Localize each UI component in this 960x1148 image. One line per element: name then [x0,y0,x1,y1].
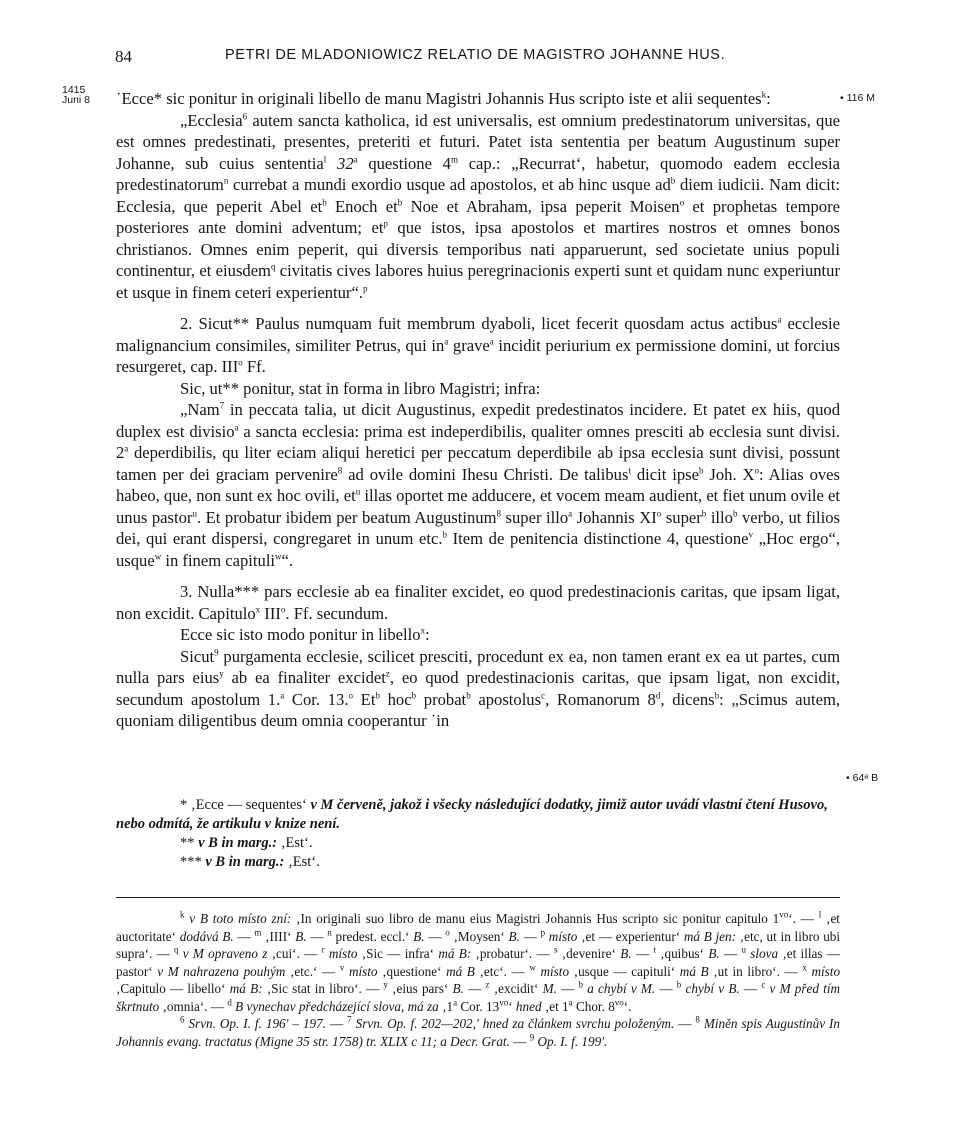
footnote-marker: 8 [695,1014,700,1025]
footnote-marker: q [270,261,276,272]
text-run: B vynechav předcházející slova, má za [231,998,439,1014]
text-run: v B in marg.: [194,835,278,851]
text-run: Noe et Abraham, ipsa peperit Moisen [402,196,680,216]
text-run: ‚quibus‘ [655,946,709,961]
text-run: ‚Capitulo — libello‘ [116,981,230,996]
text-run: ‘. [623,998,632,1014]
text-run: — [463,981,486,996]
footnote-marker: y [219,668,224,679]
footnote-marker: x [802,962,807,973]
footnote-marker: c [761,979,766,990]
text-run: ‚etc.‘ — [285,963,340,979]
text-run: , Romanorum 8 [545,689,656,709]
footnote-marker: m [254,927,262,938]
footnote-marker: l [818,909,822,920]
text-run: — [233,928,255,944]
footnote-marker: 6 [242,110,248,121]
text-run: Ff. [242,357,266,376]
text-run: ‚eius pars‘ [387,981,453,996]
footnote-marker: b [578,979,584,990]
footnote-marker: a [124,443,129,454]
text-run: cap.: „Recurrat‘, habetur, quomodo eadem ecclesia predestinatorum [116,153,840,194]
footnote-marker: o [656,507,662,518]
text-run: Enoch et [326,196,398,216]
footnote-marker: y [383,979,388,990]
text-run: „Hoc ergo“, usque [116,529,840,570]
text-run: Srvn. Op. I. f. 196' – 197. [184,1016,327,1031]
text-run: grave [448,335,490,355]
footnote-marker: o [679,196,685,207]
paragraph-6 [116,581,840,624]
text-run: Op. I. f. 199'. [534,1033,608,1049]
footnote-marker: o [280,603,286,614]
footnote-marker: z [385,668,390,679]
footnote-marker: a [568,507,573,518]
text-run: — [556,981,579,996]
text-run: místo [344,963,378,979]
text-run: * ‚Ecce — sequentes‘ [180,797,307,813]
footnote-marker: u [192,507,197,518]
text-run: probat [416,689,467,709]
text-run: Cor. 13 [457,998,500,1014]
footnote-marker: a [234,421,239,432]
text-run: slova [745,946,779,961]
footnote-marker: s [553,944,558,955]
footnote-marker: m [450,153,458,164]
text-run: „Ecclesia [180,110,243,130]
footnote-marker: k [180,909,185,920]
text-run: ‚Sic stat in libro‘. — [262,981,384,996]
text-run: ‚et — experientur‘ [577,928,684,944]
text-run: ‚cui‘. — [267,946,322,961]
footnote-marker: 8 [496,507,501,518]
text-run: hned [515,998,542,1014]
text-run: ‚probatur‘. — [471,946,554,961]
text-run: v M opraveno z [178,946,268,961]
text-run: a chybí v M. [583,981,656,996]
text-run: ‚questione‘ [377,963,447,979]
footnote-marker: b [699,464,704,475]
text-run: questione 4 [357,153,451,173]
footnote-marker: b [397,196,403,207]
text-run: 3. Nulla*** pars ecclesie ab ea finaliter excidet, eo quod predestinacionis caritas, que ipsam ligat, non excidit. Capitulo [116,582,840,623]
text-run: super [661,507,702,527]
running-head-title: PETRI DE MLADONIOWICZ RELATIO DE MAGISTRO JOHANNE HUS. [225,47,726,63]
text-run: — [519,928,541,944]
text-run: ˙Ecce* sic ponitur in originali libello de manu Magistri Johannis Hus scripto iste et alii sequentes [116,89,762,108]
footnote-marker: u [741,944,746,955]
paragraph-3 [116,313,840,378]
text-run: B. [452,981,464,996]
text-run: B. [708,946,720,961]
paragraph-4: Sic, ut** ponitur, stat in forma in libro Magistri; infra: [180,378,541,398]
text-run: ‚In originali suo libro de manu eius Magistri Johannis Hus scripto sic ponitur capitulo 1 [291,911,780,926]
margin-date [62,85,90,105]
footnote-marker: b [442,529,447,540]
footnote-marker: vo [779,909,789,920]
footnote-marker: b [714,689,720,700]
text-run: má B: [229,981,263,996]
text-run: apostolus [470,689,542,709]
footnote-marker: q [174,944,179,955]
footnote-marker: a [444,335,449,346]
paragraph-2 [116,110,840,304]
editorial-note-3 [116,853,840,872]
editorial-note-1 [116,796,840,834]
text-run: deperdibilis, qu liter eciam aliqui heretici per peccatum deperdibile ab ipsa ecclesia sunt divisi, possunt tamen per dei graciam pervenire [116,443,840,484]
text-run: ** [180,835,195,851]
paragraph-1 [116,88,840,110]
text-run: v M červeně, jakož i všecky následující dodatky, jimiž autor uvádí vlastní čtení Husovo, nebo odmítá, že artikulu v knize není. [116,797,828,832]
text-run: ‚et auctoritate‘ [116,911,840,944]
text-run: ‚et illas — pastor‘ [116,946,840,979]
footnote-marker: r [321,944,325,955]
text-run: , eo quod predestinacionis caritas, que ipsam ligat, non excidit, secundum apostolum 1. [116,668,841,709]
text-run: ‚IIII‘ [261,928,296,944]
text-run: má B: [438,946,472,961]
footnote-marker: b [322,196,327,207]
text-run: ‚Moysen‘ [449,928,509,944]
footnote-marker: b [732,507,738,518]
text-run: B. [620,946,632,961]
text-run: Chor. 8 [572,998,615,1014]
page-number: 84 [115,47,132,66]
text-run: ‚excidit‘ [489,981,543,996]
text-run: v M nahrazena pouhým [157,963,286,979]
text-run: ‚devenire‘ [557,946,621,961]
text-run: má B jen: [683,928,737,944]
footnote-marker: p [362,282,368,293]
text-run: 2. Sicut** Paulus numquam fuit membrum dyaboli, licet fecerit quosdam actus actibus [180,314,778,333]
text-run: illo [706,507,733,527]
footnote-marker: a [280,689,285,700]
text-run: dodává B. [179,928,234,944]
text-run: — [509,1033,530,1049]
apparatus-variants [116,910,840,1015]
text-run: Johannis XI [572,507,657,527]
text-run: “. [281,550,294,570]
footnote-marker: d [655,689,661,700]
text-run: que istos, ipsa apostolos et martires nostros et omnes bonos christianos. Omnes enim peperit, qui diversis temporibus nati apparuerunt, sed societate unius populi continentur, et eiusdem [116,218,840,280]
text-run: illas oportet me adducere, et vocem meam audient, et fiet unum ovile et unus pastor [116,486,840,527]
footnote-marker: b [701,507,707,518]
margin-year: 1415 [62,84,86,96]
apparatus-sources [116,1015,840,1050]
footnote-marker: 9 [214,646,219,657]
footnote-marker: n [327,927,332,938]
text-run: v B toto místo zní: [184,911,292,926]
text-run: — [631,946,654,961]
footnote-marker: 7 [347,1014,352,1025]
footnote-marker: b [411,689,417,700]
text-run: : Alias oves habeo, que, non sunt ex hoc ovili, et [116,464,841,505]
text-run: ecclesie malignancium consimiles, similiter Petrus, qui in [116,314,840,355]
footnote-marker: o [238,357,243,368]
footnote-marker: c [541,689,546,700]
footnote-marker: w [275,550,282,561]
paragraph-5 [116,399,840,571]
text-run: : [766,89,771,108]
text-run: ‚Est‘. [277,835,313,851]
footnote-marker: v [748,529,753,540]
text-run: ‘. — [788,911,819,926]
text-run: Cor. 13. [284,689,349,709]
editorial-notes [116,796,840,872]
margin-ref-top: • 116 M [840,92,875,104]
text-run: Miněn spis Augustinův In Johannis evang. tractatus (Migne 35 str. 1758) tr. XLIX c 11; a Decr. Grat. [116,1016,841,1049]
text-run: místo [806,963,841,979]
footnote-marker: t [653,944,656,955]
footnote-rule [116,897,840,898]
text-run: currebat a mundi exordio usque ad apostolos, et ab hinc usque ad [228,175,671,194]
footnote-marker: x [255,603,261,614]
footnote-marker: p [540,927,546,938]
text-run: — [424,928,446,944]
text-run: incidit periurium ex permissione domini, ut forcius resurgeret, cap. III [116,335,840,376]
text-run: místo [545,928,578,944]
text-run: in peccata talia, ut dicit Augustinus, expedit predestinatos incidere. Et patet ex hiis, quod duplex est divisio [116,400,840,441]
text-run: místo [324,946,358,961]
footnote-marker: b [676,979,682,990]
footnote-marker: vo [499,997,509,1008]
text-run: : [425,625,430,644]
footnote-marker: a [453,997,458,1008]
footnote-marker: 8 [337,464,343,475]
text-run: : „Scimus autem, quoniam diligentibus deum omnia cooperantur ˙in [116,689,841,730]
text-run: dicit ipse [630,464,699,484]
text-run: Ecce sic isto modo ponitur in libello [180,625,421,644]
text-run: a sancta ecclesia: prima est indeperdibilis, qualiter omnes presciti ab ecclesia sunt divisi. 2 [116,421,840,462]
text-run: 32 [337,153,354,173]
footnote-marker: 9 [529,1032,535,1043]
text-run: ‚1 [438,998,454,1014]
text-run: B. [413,928,425,944]
text-run: — [739,981,762,996]
text-run: super illo [501,507,569,527]
text-run: B. [508,928,520,944]
paragraph-7 [116,624,840,646]
text-run: — [719,946,742,961]
text-run: Sicut [180,646,215,666]
text-run: civitatis cives labores huius peregrinacionis experti sunt et quidam nunc experiuntur et usque in finem ceteri experientur“. [116,261,840,302]
text-run: ‚Est‘. [284,854,320,870]
text-run: ‘ [508,998,516,1014]
footnote-marker: v [339,962,345,973]
text-run: purgamenta ecclesie, scilicet presciti, procedunt ex ea, non tamen erant ex ea ut partes, cum nulla pars eius [116,646,840,687]
text-run: chybí v B. [681,981,740,996]
text-run: Srvn. Op. f. 202—202,' hned za článkem svrchu položeným. [351,1016,675,1031]
running-header [0,47,960,71]
footnote-marker: t [628,464,631,475]
text-run: — [674,1016,696,1031]
text-run: , dicens [660,689,715,709]
text-run: *** [180,854,202,870]
text-run: B. [295,928,307,944]
footnote-marker: p [383,218,388,229]
footnote-marker: a [489,335,494,346]
text-run: Item de penitencia distinctione 4, questione [446,529,749,548]
main-text [116,88,840,732]
text-run: diem iudicii. Nam dicit: Ecclesia, que peperit Abel et [116,175,841,216]
text-run: ab ea finaliter excidet [223,668,386,687]
footnote-marker: u [355,486,361,497]
footnote-marker: k [761,89,767,100]
text-run: má B [679,963,709,979]
text-run: místo [535,963,570,979]
margin-ref-bottom: • 64ᵃ B [846,772,879,784]
footnote-marker: vo [614,997,624,1008]
text-run: Et [353,689,376,709]
critical-apparatus [116,910,840,1050]
text-run: ‚usque — capituli‘ [569,963,680,979]
text-run: ‚omnia‘. — [159,998,228,1014]
text-run: — [306,928,328,944]
text-run: ‚et 1 [541,998,569,1014]
text-run: „Nam [180,400,220,419]
text-run: autem sancta katholica, id est universalis, est omnium predestinatorum universitas, que est omnes predestinati, presentes, preteriti et futuri. Patet ista sententia per beatum Augustinum super Johanne, sub cuius sententia [116,110,840,173]
text-run: ‚Sic — infra‘ [357,946,439,961]
editorial-note-2 [116,834,840,853]
footnote-marker: w [154,550,162,561]
text-run: et prophetas tempore posteriores ante domini adventum; et [116,196,840,237]
footnote-marker: a [777,314,782,325]
text-run: Joh. X [703,464,755,484]
footnote-marker: 7 [219,400,225,411]
margin-day: Juni 8 [62,94,91,106]
footnote-marker: b [670,175,676,186]
text-run: hoc [379,689,412,709]
footnote-marker: o [348,689,353,700]
text-run: verbo, ut filios dei, qui erant dispersi, congregaret in unum etc. [116,507,840,548]
text-run: má B [446,963,475,979]
text-run: — [655,981,677,996]
footnote-marker: 6 [180,1014,185,1025]
footnote-marker: a [353,153,358,164]
text-run: ad ovile domini Ihesu Christi. De talibus [342,464,629,484]
text-run: . Et probatur ibidem per beatum Augustinum [196,507,497,527]
text-run: M. [542,981,557,996]
text-run: v M před tím škrtnuto [116,981,841,1014]
text-run: ‚etc, ut in libro ubi supra‘. — [116,928,841,961]
footnote-marker: l [323,153,327,164]
text-run: predest. eccl.‘ [331,928,414,944]
text-run: III [260,603,281,623]
text-run: in finem capituli [161,550,276,570]
text-run: v B in marg.: [201,854,285,870]
footnote-marker: x [420,625,426,636]
text-run: — [326,1016,348,1031]
footnote-marker: o [445,927,450,938]
text-run: ‚etc‘. — [474,963,530,979]
text-run: . Ff. secundum. [285,603,389,623]
footnote-marker: a [568,997,573,1008]
footnote-marker: d [227,997,232,1008]
footnote-marker: o [754,464,760,475]
footnote-marker: b [375,689,380,700]
footnote-marker: b [466,689,471,700]
paragraph-8 [116,646,840,732]
text-run: ‚ut in libro‘. — [708,963,803,979]
footnote-marker: n [223,175,229,186]
footnote-marker: z [485,979,490,990]
footnote-marker: w [529,962,536,973]
